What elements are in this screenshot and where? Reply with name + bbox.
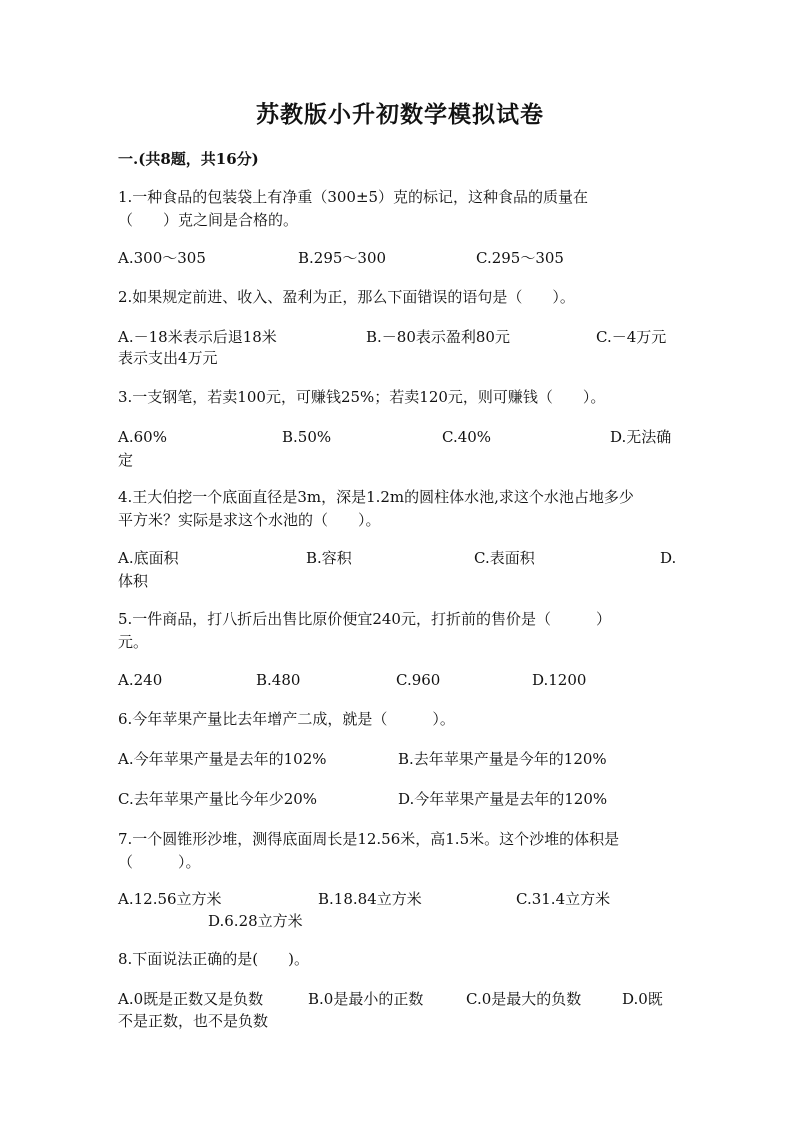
- options-row: [118, 788, 678, 811]
- option-b[interactable]: B.－80表示盈利80元: [366, 328, 510, 346]
- question-stem: 6.今年苹果产量比去年增产二成，就是（ ）。: [118, 710, 455, 728]
- question-stem: 8.下面说法正确的是( )。: [118, 950, 310, 968]
- option-c[interactable]: C.表面积: [474, 549, 535, 567]
- option-d[interactable]: D.: [660, 549, 677, 567]
- option-b[interactable]: B.去年苹果产量是今年的120%: [398, 750, 607, 768]
- options-row: [118, 247, 678, 270]
- option-c[interactable]: C.－4万元: [596, 328, 667, 346]
- question-stem: 1.一种食品的包装袋上有净重（300±5）克的标记，这种食品的质量在: [118, 188, 589, 206]
- option-a[interactable]: A.12.56立方米: [118, 890, 222, 908]
- option-a[interactable]: A.今年苹果产量是去年的102%: [118, 750, 327, 768]
- options-row: [118, 426, 678, 449]
- option-a[interactable]: A.60%: [118, 428, 167, 446]
- option-c[interactable]: C.40%: [442, 428, 492, 446]
- question-stem: 3.一支钢笔，若卖100元，可赚钱25%；若卖120元，则可赚钱（ ）。: [118, 388, 606, 406]
- option-c[interactable]: C.31.4立方米: [516, 890, 611, 908]
- page-title: 苏教版小升初数学模拟试卷: [256, 101, 544, 128]
- question-stem: 5.一件商品，打八折后出售比原价便宜240元，打折前的售价是（ ）: [118, 610, 611, 628]
- question-stem: （ ）。: [118, 853, 201, 871]
- option-d[interactable]: D.1200: [532, 671, 587, 689]
- options-row: [118, 669, 678, 692]
- option-b[interactable]: B.50%: [282, 428, 332, 446]
- option-b[interactable]: B.18.84立方米: [318, 890, 422, 908]
- option-c[interactable]: C.295～305: [476, 249, 564, 267]
- question-stem: 元。: [118, 633, 149, 651]
- question-stem: 平方米？实际是求这个水池的（ ）。: [118, 511, 381, 529]
- option-d[interactable]: D.0既: [622, 990, 663, 1008]
- question-stem: 7.一个圆锥形沙堆，测得底面周长是12.56米，高1.5米。这个沙堆的体积是: [118, 830, 620, 848]
- option-a[interactable]: A.240: [118, 671, 163, 689]
- options-row: [118, 748, 678, 771]
- option-a[interactable]: A.300～305: [118, 249, 206, 267]
- option-a[interactable]: A.底面积: [118, 549, 179, 567]
- question-stem: 2.如果规定前进、收入、盈利为正，那么下面错误的语句是（ ）。: [118, 288, 575, 306]
- option-b[interactable]: B.0是最小的正数: [308, 990, 424, 1008]
- option-wrap: 定: [118, 451, 134, 469]
- option-wrap: 不是正数，也不是负数: [118, 1012, 269, 1030]
- option-c[interactable]: C.0是最大的负数: [466, 990, 582, 1008]
- option-d[interactable]: D.无法确: [610, 428, 672, 446]
- options-row: [118, 888, 678, 911]
- options-row: [118, 988, 678, 1011]
- option-b[interactable]: B.295～300: [298, 249, 387, 267]
- option-b[interactable]: B.480: [256, 671, 301, 689]
- section-heading: 一.(共8题，共16分): [118, 150, 259, 168]
- option-d[interactable]: D.6.28立方米: [208, 912, 303, 930]
- option-c[interactable]: C.去年苹果产量比今年少20%: [118, 790, 318, 808]
- option-d[interactable]: D.今年苹果产量是去年的120%: [398, 790, 608, 808]
- question-stem: （ ）克之间是合格的。: [118, 211, 299, 229]
- option-a[interactable]: A.0既是正数又是负数: [118, 990, 264, 1008]
- question-stem: 4.王大伯挖一个底面直径是3m，深是1.2m的圆柱体水池,求这个水池占地多少: [118, 488, 634, 506]
- option-c[interactable]: C.960: [396, 671, 441, 689]
- option-a[interactable]: A.－18米表示后退18米: [118, 328, 277, 346]
- option-wrap: 表示支出4万元: [118, 349, 218, 367]
- option-wrap: 体积: [118, 572, 149, 590]
- option-b[interactable]: B.容积: [306, 549, 352, 567]
- options-row: [118, 547, 678, 570]
- options-row: [118, 326, 678, 349]
